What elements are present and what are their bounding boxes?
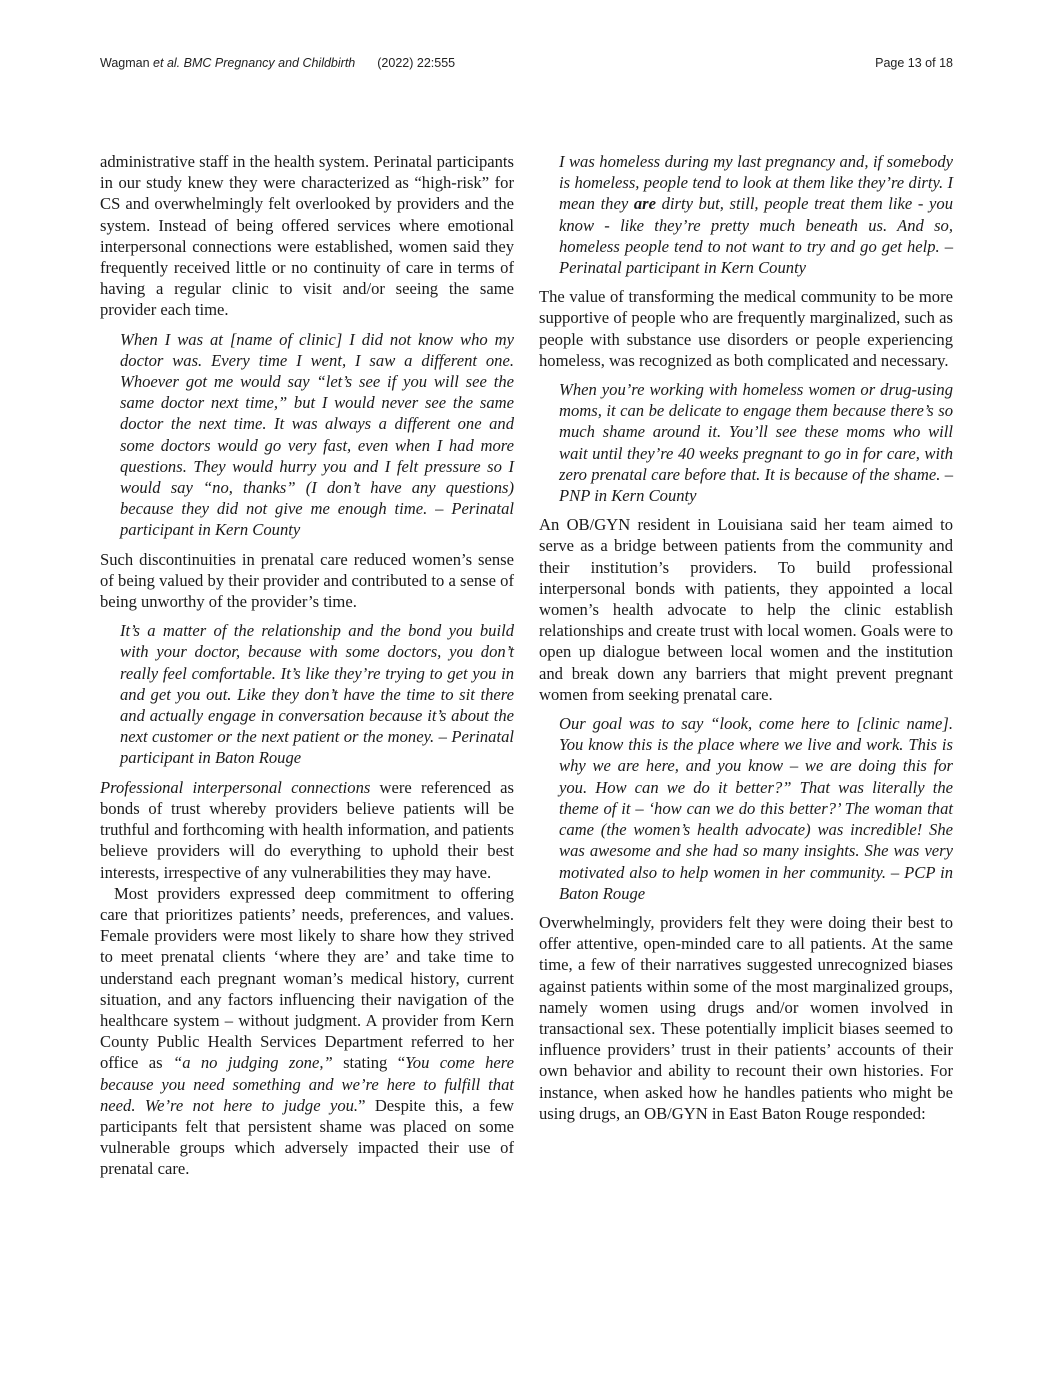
quote-text: I was homeless during my last pregnancy and, if somebody is homeless, people tend to look at them like they’re dirty. I mean they — [559, 152, 953, 214]
paragraph — [100, 777, 514, 883]
header-volume: (2022) 22:555 — [377, 56, 456, 70]
bold-emphasis: are — [633, 194, 656, 214]
header-authors: Wagman — [100, 56, 150, 70]
paragraph: The value of transforming the medical community to be more supportive of people who are frequently marginalized, such as people with substance use disorders or people experiencing homeless, was recognized as both complicated and necessary. — [539, 287, 953, 370]
paragraph: An OB/GYN resident in Louisiana said her team aimed to serve as a bridge between patients from the community and their institution’s providers. To build professional interpersonal bonds with patients, they appointed a local women’s health advocate to help the clinic establish relationships and create trust with local women. Goals were to open up dialogue between local women and the institution and break down any barriers that might prevent pregnant women from seeking prenatal care. — [539, 515, 953, 704]
block-quote: Our goal was to say “look, come here to [clinic name]. You know this is the place where we live and work. This is why we are here, and you know – we are doing this for you. How can we do it better?” That was literally the theme of it – ‘how can we do this better?’ The woman that came (the women’s health advocate) was incredible! She was awesome and she had so many insights. She was very motivated also to help women in her community. – PCP in Baton Rouge — [559, 714, 953, 903]
running-header — [100, 56, 953, 76]
emphasis: Professional interpersonal connections — [100, 777, 371, 797]
left-column — [100, 151, 514, 1188]
block-quote: When you’re working with homeless women or drug-using moms, it can be delicate to engage them because there’s so much shame around it. You’ll see these moms who will wait until they’re 40 weeks pregnant to go in for care, with zero prenatal care before that. It is because of the shame. – PNP in Kern County — [559, 380, 953, 506]
block-quote — [539, 151, 953, 278]
block-quote: When I was at [name of clinic] I did not know who my doctor was. Every time I went, I saw a different one. Whoever got me would say “let’s see if you will see the same doctor next time,” but I would never see the same doctor the next time. It was always a different one and some doctors would go very fast, even when I had more questions. They would hurry you and I felt pressure so I would say “no, thanks” (I don’t have any questions) because they did not give me enough time. – Perinatal participant in Kern County — [120, 329, 514, 540]
header-citation — [100, 56, 455, 70]
paragraph-text: stating “ — [332, 1053, 406, 1073]
paragraph — [100, 883, 514, 1180]
paragraph: administrative staff in the health system. Perinatal participants in our study knew they were characterized as “high-risk” for CS and overwhelmingly felt overlooked by providers and the system. Instead of being offered services where emotional interpersonal connections were established, women said they frequently received little or no continuity of care in terms of having a regular clinic to visit and/or seeing the same provider each time. — [100, 152, 514, 320]
paragraph: Such discontinuities in prenatal care reduced women’s sense of being valued by their provider and contributed to a sense of being unworthy of the provider’s time. — [100, 549, 514, 612]
paragraph-text: Most providers expressed deep commitment to offering care that prioritizes patients’ needs, preferences, and values. Female providers were most likely to share how they strived to meet prenatal clients ‘where they are’ and take time to understand each pregnant woman’s medical history, current situation, and any factors influencing their navigation of the healthcare system – without judgment. A provider from Kern County Public Health Services Department referred to her office as — [100, 883, 514, 1073]
header-etal: et al. — [153, 56, 181, 70]
quote-text: dirty but, still, people treat them like - you know - like they’re pretty much beneath us. And so, homeless people tend to not want to try and go get help. – Perinatal participant in Kern County — [559, 194, 953, 278]
paragraph-text: ” Despite this, a few participants felt that persistent shame was placed on some vulnerable groups which adversely impacted their use of prenatal care. — [100, 1095, 514, 1179]
block-quote: It’s a matter of the relationship and the bond you build with your doctor, because with some doctors, you don’t really feel comfortable. It’s like they’re trying to get you in and get you out. Like they don’t have the time to sit there and actually engage in conversation because it’s about the next customer or the next patient or the money. – Perinatal participant in Baton Rouge — [120, 621, 514, 768]
right-column — [539, 151, 953, 1132]
header-page-number: Page 13 of 18 — [875, 56, 953, 70]
emphasis: “a no judging zone,” — [172, 1053, 333, 1073]
emphasis: You come here because you need something and we’re here to fulfill that need. We’re not here to judge you. — [100, 1053, 514, 1115]
paragraph: Overwhelmingly, providers felt they were doing their best to offer attentive, open-minded care to all patients. At the same time, a few of their narratives suggested unrecognized biases against patients within some of the most marginalized groups, namely women using drugs and/or women involved in transactional sex. These potentially implicit biases seemed to influence providers’ trust in their patients’ accounts of their own behavior and ability to recount their own histories. For instance, when asked how he handles patients who might be using drugs, an OB/GYN in East Baton Rouge responded: — [539, 912, 953, 1123]
header-journal: BMC Pregnancy and Childbirth — [183, 56, 356, 70]
paragraph-text: were referenced as bonds of trust whereby providers believe patients will be truthful and forthcoming with health information, and patients believe providers will do everything to uphold their best interests, irrespective of any vulnerabilities they may have. — [100, 777, 514, 882]
